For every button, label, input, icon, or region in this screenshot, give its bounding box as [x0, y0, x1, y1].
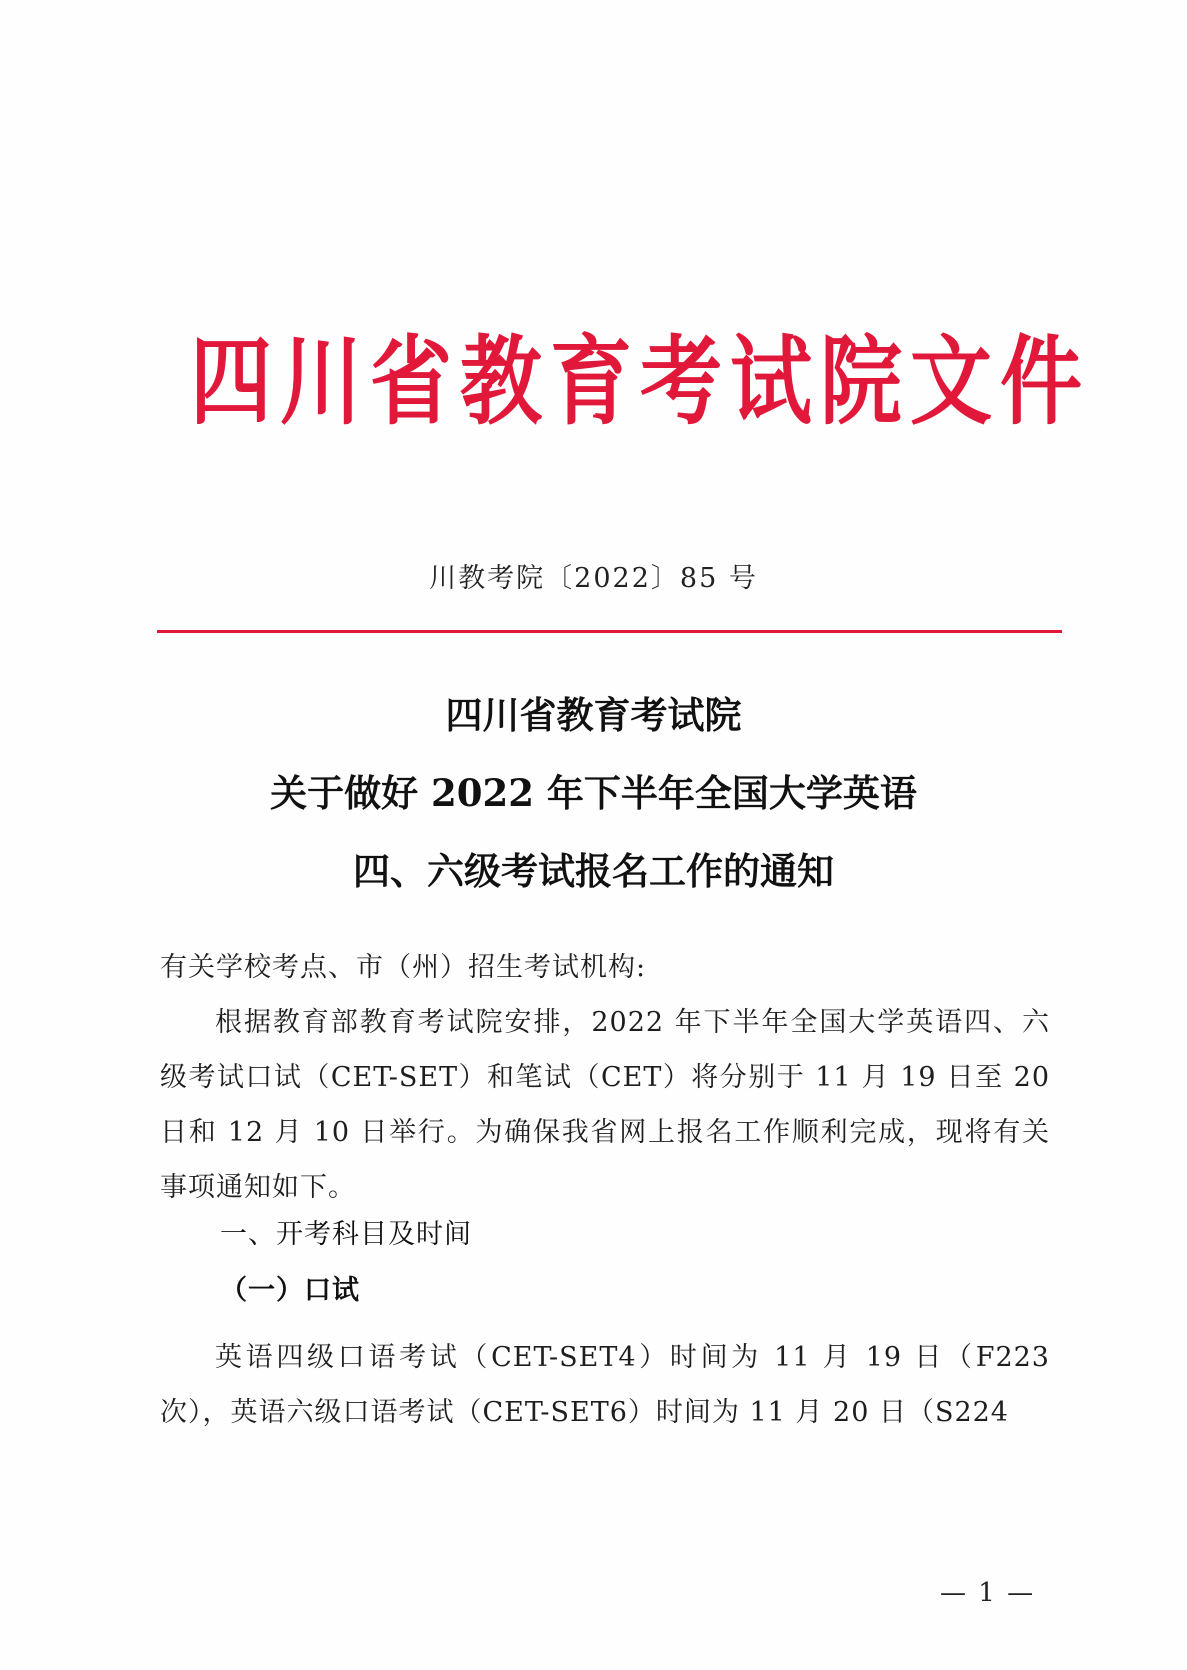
paragraph-intro: 根据教育部教育考试院安排，2022 年下半年全国大学英语四、六级考试口试（CET-SET）和笔试（CET）将分别于 11 月 19 日至 20 日和 12 月 10 日举行。为确保我省网上报名工作顺利完成，现将有关事项通知如下。	[160, 1007, 1050, 1203]
document-number: 川教考院〔2022〕85 号	[429, 563, 758, 594]
red-divider-rule	[157, 630, 1062, 633]
paragraph-oral-exam: 英语四级口语考试（CET-SET4）时间为 11 月 19 日（F223 次），英语六级口语考试（CET-SET6）时间为 11 月 20 日（S224	[160, 1342, 1050, 1428]
page-number: — 1 —	[940, 1578, 1036, 1608]
section-heading-1: 一、开考科目及时间	[220, 1219, 472, 1250]
body-section-oral	[160, 1330, 1050, 1440]
subsection-heading-oral: （一）口试	[220, 1275, 360, 1306]
title-line-1: 四川省教育考试院	[445, 693, 742, 737]
body-section	[160, 940, 1050, 1215]
masthead-title: 四川省教育考试院文件	[190, 326, 1091, 439]
notice-title	[0, 676, 1187, 910]
title-line-3: 四、六级考试报名工作的通知	[353, 849, 834, 893]
title-line-2: 关于做好 2022 年下半年全国大学英语	[270, 771, 917, 815]
salutation: 有关学校考点、市（州）招生考试机构:	[160, 952, 647, 983]
